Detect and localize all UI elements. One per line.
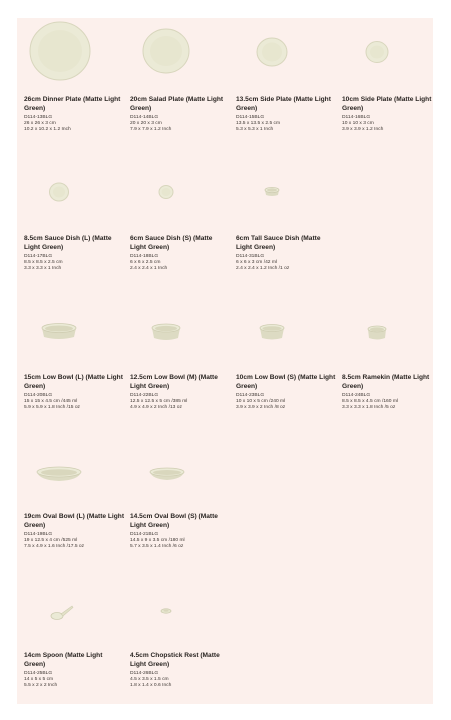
product-code: D114-31BLG: [236, 254, 265, 259]
product-card: [17, 157, 121, 295]
product-card: [17, 296, 121, 434]
product-sheet: [17, 18, 433, 704]
product-name: 13.5cm Side Plate (Matte Light Green): [236, 96, 331, 112]
salad-plate-image: [123, 18, 227, 102]
product-card: [229, 157, 333, 295]
product-name: 4.5cm Chopstick Rest (Matte Light Green): [130, 652, 220, 668]
product-name: 6cm Sauce Dish (S) (Matte Light Green): [130, 235, 213, 251]
product-card: [229, 296, 336, 434]
product-code: D114-14BLG: [130, 115, 159, 120]
product-card: [123, 435, 227, 573]
product-name: 8.5cm Ramekin (Matte Light Green): [342, 374, 430, 390]
oval-bowl-small-image: [123, 435, 227, 519]
product-imperial: 4.9 x 4.9 x 2 Inch /13 oz: [130, 405, 182, 411]
product-code: D114-24BLG: [342, 393, 371, 398]
sauce-dish-large-image: [17, 157, 121, 241]
product-imperial: 5.7 x 3.5 x 1.4 Inch /6 oz: [130, 544, 184, 550]
product-name: 26cm Dinner Plate (Matte Light Green): [24, 96, 121, 112]
product-card: [17, 574, 121, 712]
side-plate-image: [229, 18, 333, 102]
product-name: 14.5cm Oval Bowl (S) (Matte Light Green): [130, 513, 218, 529]
product-imperial: 2.4 x 2.4 x 1 Inch: [130, 266, 168, 272]
low-bowl-medium-image: [123, 296, 227, 380]
low-bowl-small-image: [229, 296, 333, 380]
product-name: 8.5cm Sauce Dish (L) (Matte Light Green): [24, 235, 112, 251]
product-imperial: 1.8 x 1.4 x 0.6 Inch: [130, 683, 172, 689]
product-card: [123, 18, 227, 156]
product-code: D114-19BLG: [24, 532, 53, 537]
product-name: 19cm Oval Bowl (L) (Matte Light Green): [24, 513, 125, 529]
product-metric: 26 x 26 x 3 cm: [24, 121, 56, 127]
product-metric: 15 x 15 x 4.5 cm /445 ml: [24, 399, 78, 405]
product-metric: 10 x 10 x 3 cm: [342, 121, 374, 127]
small-side-plate-image: [335, 18, 439, 102]
product-name: 10cm Low Bowl (S) (Matte Light Green): [236, 374, 336, 390]
product-metric: 14.5 x 9 x 3.5 cm /180 ml: [130, 538, 185, 544]
product-name: 15cm Low Bowl (L) (Matte Light Green): [24, 374, 123, 390]
product-metric: 6 x 6 x 3 cm /42 ml: [236, 260, 278, 266]
product-imperial: 7.9 x 7.9 x 1.2 Inch: [130, 127, 172, 133]
product-code: D114-25BLG: [24, 671, 53, 676]
product-code: D114-17BLG: [24, 254, 53, 259]
product-card: [17, 435, 125, 573]
product-imperial: 3.3 x 3.3 x 1 Inch: [24, 266, 62, 272]
product-card: [17, 18, 121, 156]
product-metric: 12.5 x 12.5 x 5 cm /385 ml: [130, 399, 188, 405]
product-card: [229, 18, 333, 156]
product-metric: 6 x 6 x 2.5 cm: [130, 260, 161, 266]
product-imperial: 5.5 x 2 x 2 Inch: [24, 683, 58, 689]
product-code: D114-16BLG: [342, 115, 371, 120]
product-metric: 19 x 12.5 x 4 cm /525 ml: [24, 538, 78, 544]
product-name: 20cm Salad Plate (Matte Light Green): [130, 96, 224, 112]
product-name: 12.5cm Low Bowl (M) (Matte Light Green): [130, 374, 218, 390]
product-metric: 14 x 5 x 5 cm: [24, 677, 54, 683]
product-code: D114-20BLG: [24, 393, 53, 398]
oval-bowl-large-image: [17, 435, 121, 519]
product-card: [335, 296, 439, 434]
product-card: [335, 18, 439, 156]
spoon-image: [17, 574, 121, 658]
product-imperial: 3.9 x 3.9 x 2 Inch /8 oz: [236, 405, 286, 411]
product-code: D114-26BLG: [130, 671, 159, 676]
product-metric: 13.5 x 13.5 x 2.5 cm: [236, 121, 281, 127]
product-imperial: 7.5 x 4.9 x 1.6 Inch /17.5 oz: [24, 544, 85, 550]
product-imperial: 10.2 x 10.2 x 1.2 Inch: [24, 127, 71, 133]
product-metric: 4.5 x 3.5 x 1.5 cm: [130, 677, 169, 683]
product-code: D114-23BLG: [236, 393, 265, 398]
low-bowl-large-image: [17, 296, 121, 380]
product-name: 10cm Side Plate (Matte Light Green): [342, 96, 432, 112]
product-code: D114-21BLG: [130, 532, 159, 537]
product-imperial: 3.3 x 3.3 x 1.8 Inch /5 oz: [342, 405, 396, 411]
product-imperial: 3.9 x 3.9 x 1.2 Inch: [342, 127, 384, 133]
product-metric: 20 x 20 x 3 cm: [130, 121, 162, 127]
product-imperial: 2.4 x 2.4 x 1.2 Inch /1 oz: [236, 266, 290, 272]
product-metric: 8.5 x 8.5 x 2.5 cm: [24, 260, 63, 266]
dinner-plate-image: [17, 18, 121, 102]
product-imperial: 5.9 x 5.9 x 1.8 Inch /15 oz: [24, 405, 81, 411]
ramekin-image: [335, 296, 439, 380]
product-imperial: 5.3 x 5.3 x 1 Inch: [236, 127, 274, 133]
product-card: [123, 574, 227, 712]
product-code: D114-22BLG: [130, 393, 159, 398]
product-metric: 8.5 x 8.5 x 4.5 cm /160 ml: [342, 399, 398, 405]
sauce-dish-small-image: [123, 157, 227, 241]
product-metric: 10 x 10 x 5 cm /240 ml: [236, 399, 286, 405]
product-code: D114-18BLG: [130, 254, 159, 259]
chopstick-rest-image: [123, 574, 227, 658]
product-card: [123, 296, 227, 434]
product-code: D114-13BLG: [24, 115, 53, 120]
product-name: 6cm Tall Sauce Dish (Matte Light Green): [236, 235, 321, 251]
product-code: D114-15BLG: [236, 115, 265, 120]
product-name: 14cm Spoon (Matte Light Green): [24, 652, 103, 668]
tall-sauce-dish-image: [229, 157, 333, 241]
product-card: [123, 157, 227, 295]
